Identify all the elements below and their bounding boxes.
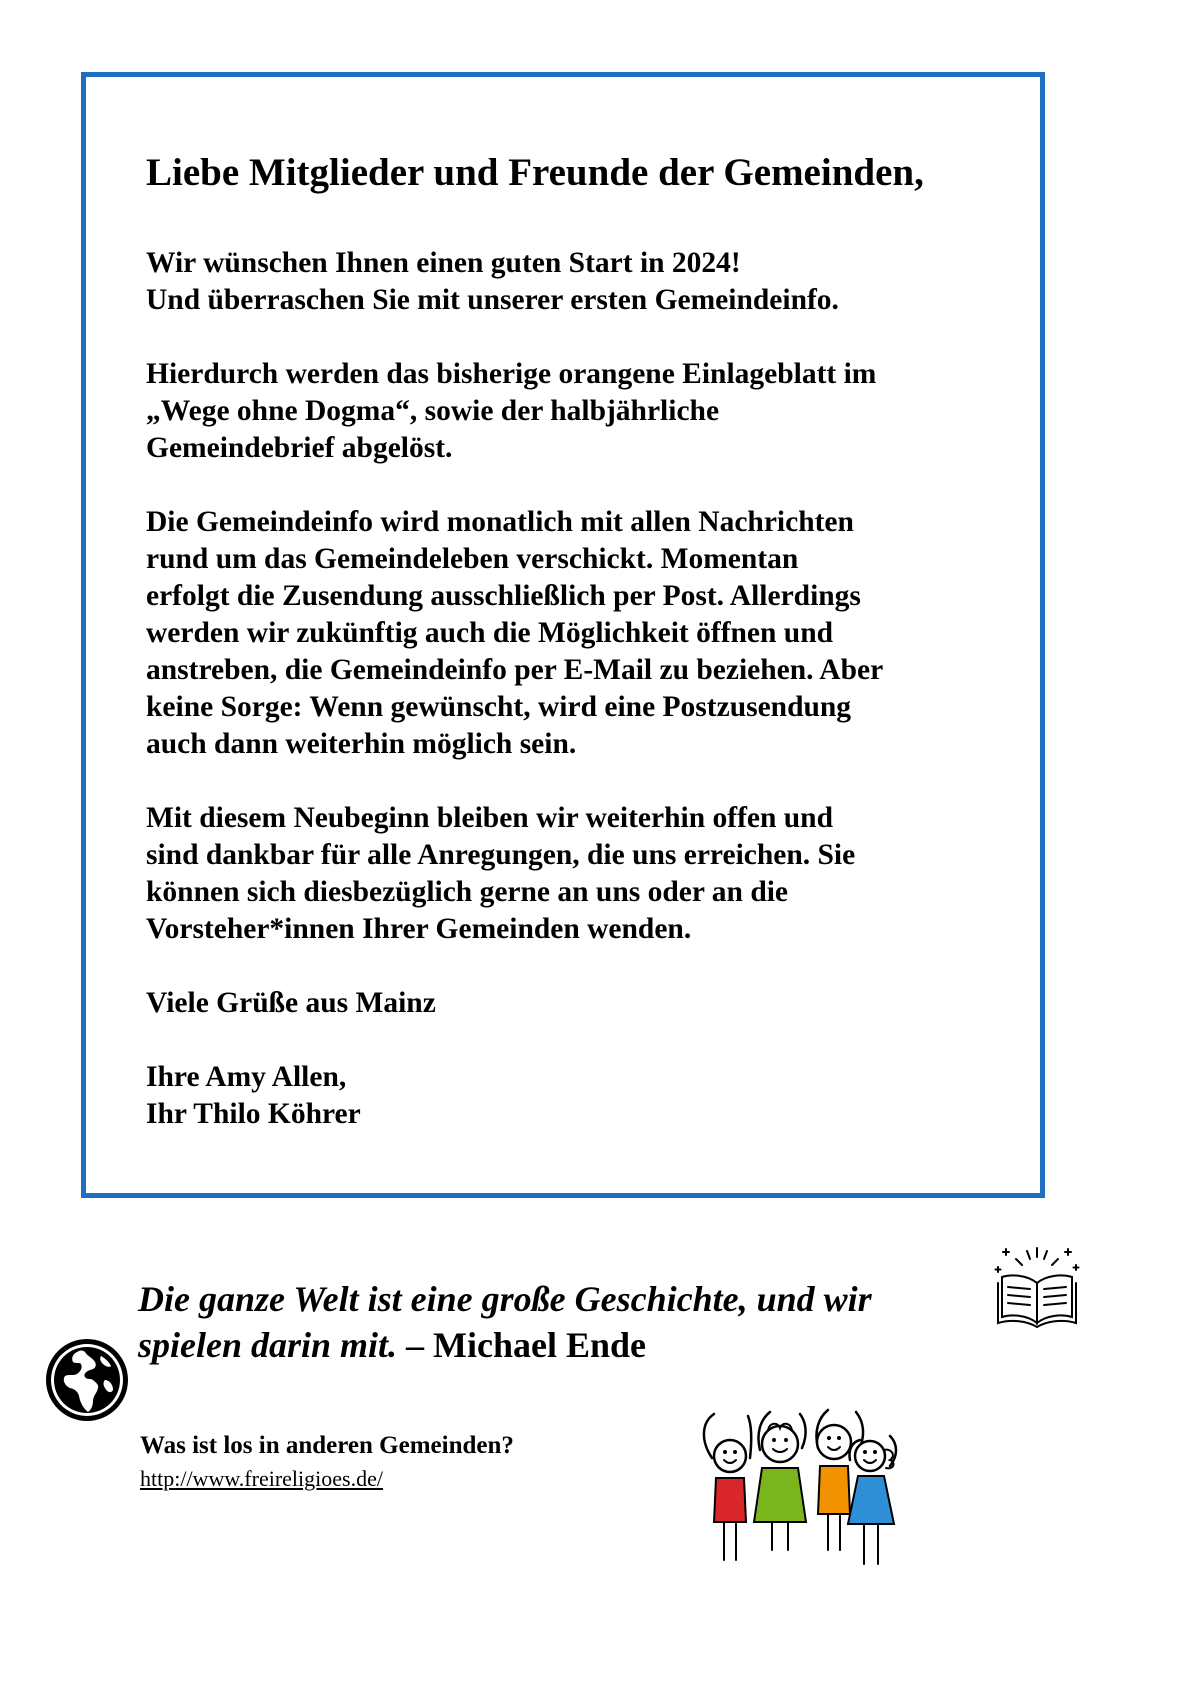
signature-line: Ihr Thilo Köhrer [146, 1098, 361, 1130]
text-line: Viele Grüße aus Mainz [146, 987, 436, 1019]
signature [146, 1059, 996, 1133]
letter-frame [81, 72, 1045, 1198]
open-book-icon [992, 1245, 1082, 1335]
quote-text-end: spielen darin mit. [138, 1325, 398, 1365]
quote-author: – Michael Ende [397, 1325, 647, 1365]
text-line: sind dankbar für alle Anregungen, die uns erreichen. Sie [146, 839, 856, 871]
text-line: keine Sorge: Wenn gewünscht, wird eine Postzusendung [146, 691, 852, 723]
letter-greeting: Liebe Mitglieder und Freunde der Gemeinden, [146, 151, 924, 194]
text-line: anstreben, die Gemeindeinfo per E-Mail zu beziehen. Aber [146, 654, 884, 686]
text-line: „Wege ohne Dogma“, sowie der halbjährliche [146, 395, 720, 427]
text-line: werden wir zukünftig auch die Möglichkeit öffnen und [146, 617, 834, 649]
quote [138, 1276, 978, 1368]
text-line: Gemeindebrief abgelöst. [146, 432, 453, 464]
freireligioes-link[interactable]: http://www.freireligioes.de/ [140, 1466, 383, 1491]
paragraph-start [146, 245, 996, 319]
paragraph-feedback [146, 800, 996, 948]
signature-line: Ihre Amy Allen, [146, 1061, 347, 1093]
text-line: rund um das Gemeindeleben verschickt. Momentan [146, 543, 799, 575]
letter-content [146, 149, 996, 1170]
text-line: Vorsteher*innen Ihrer Gemeinden wenden. [146, 913, 692, 945]
text-line: auch dann weiterhin möglich sein. [146, 728, 577, 760]
text-line: erfolgt die Zusendung ausschließlich per Post. Allerdings [146, 580, 861, 612]
text-line: können sich diesbezüglich gerne an uns oder an die [146, 876, 789, 908]
text-line: Hierdurch werden das bisherige orangene Einlageblatt im [146, 358, 877, 390]
text-line: Wir wünschen Ihnen einen guten Start in 2024! [146, 247, 741, 279]
text-line: Und überraschen Sie mit unserer ersten Gemeindeinfo. [146, 284, 839, 316]
other-communities-heading: Was ist los in anderen Gemeinden? [140, 1432, 514, 1459]
globe-icon [43, 1336, 131, 1424]
paragraph-replacement [146, 356, 996, 467]
quote-line-1: Die ganze Welt ist eine große Geschichte, und wir [138, 1279, 872, 1319]
paragraph-delivery [146, 504, 996, 763]
text-line: Die Gemeindeinfo wird monatlich mit allen Nachrichten [146, 506, 854, 538]
people-group-illustration [690, 1400, 900, 1570]
quote-line-2 [138, 1322, 978, 1368]
paragraph-regards [146, 985, 996, 1022]
text-line: Mit diesem Neubeginn bleiben wir weiterhin offen und [146, 802, 833, 834]
